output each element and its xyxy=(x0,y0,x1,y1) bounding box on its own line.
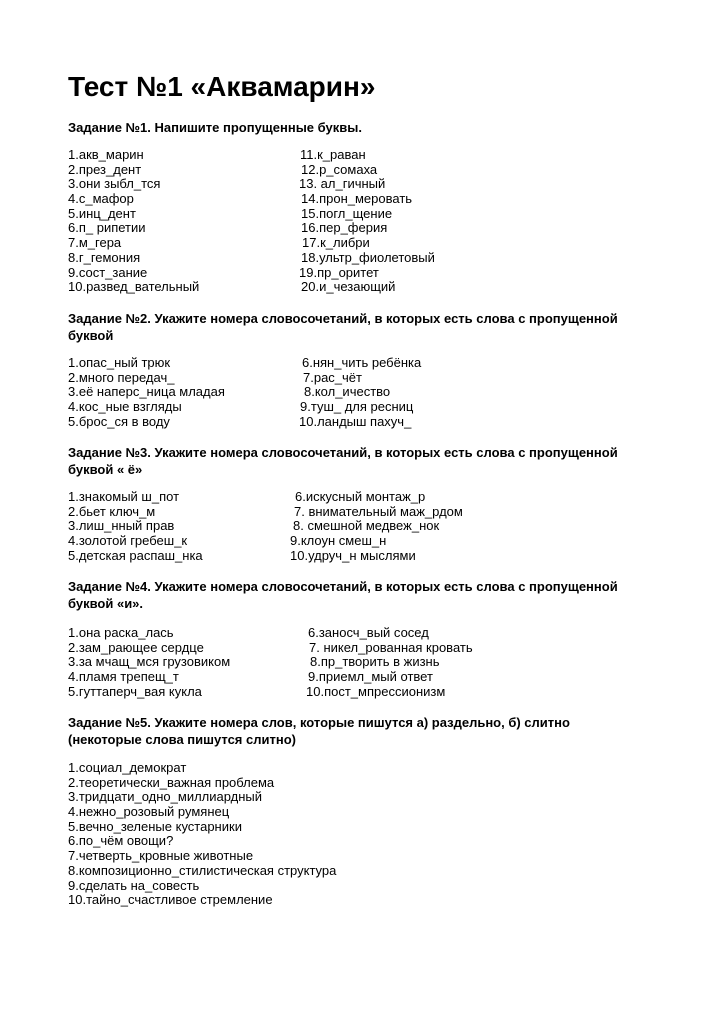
list-item: 5.детская распаш_нка xyxy=(68,547,203,563)
list-item: 7.рас_чёт xyxy=(303,369,362,385)
page-title: Тест №1 «Аквамарин» xyxy=(68,71,376,102)
list-item: 19.пр_оритет xyxy=(299,264,379,280)
list-item: 5.вечно_зеленые кустарники xyxy=(68,818,242,834)
list-item: 9.клоун смеш_н xyxy=(290,533,387,549)
list-item: 4.нежно_розовый румянец xyxy=(68,804,230,820)
list-item: 18.ультр_фиолетовый xyxy=(301,249,435,265)
list-item: 6.по_чём овощи? xyxy=(68,833,174,849)
task-5-heading xyxy=(68,714,668,748)
list-item: 2.зам_рающее сердце xyxy=(68,639,204,655)
list-item: 1.акв_марин xyxy=(68,147,144,162)
task-4-heading-line-1: Задание №4. Укажите номера словосочетаний, в которых есть слова с пропущенной xyxy=(68,579,618,594)
list-item: 2.много передач_ xyxy=(68,369,175,385)
list-item: 10.удруч_н мыслями xyxy=(290,547,416,563)
list-item: 3.за мчащ_мся грузовиком xyxy=(68,654,231,670)
list-item: 4.пламя трепещ_т xyxy=(68,669,179,685)
list-item: 10.тайно_счастливое стремление xyxy=(68,892,273,908)
task-1-heading: Задание №1. Напишите пропущенные буквы. xyxy=(68,120,362,135)
list-item: 3.тридцати_одно_миллиардный xyxy=(68,789,263,805)
list-item: 10.развед_вательный xyxy=(68,279,200,295)
list-item: 3.лиш_нный прав xyxy=(68,518,175,534)
task-4-heading-line-2: буквой «и». xyxy=(68,596,144,611)
task-3-heading-line-1: Задание №3. Укажите номера словосочетаний, в которых есть слова с пропущенной xyxy=(68,445,618,460)
list-item: 9.сделать на_совесть xyxy=(68,877,200,893)
list-item: 6.нян_чить ребёнка xyxy=(302,355,422,370)
list-item: 5.гуттаперч_вая кукла xyxy=(68,683,202,699)
list-item: 1.социал_демократ xyxy=(68,760,187,775)
list-item: 5.инц_дент xyxy=(68,205,136,221)
list-item: 8.кол_ичество xyxy=(304,384,391,400)
task-4-heading xyxy=(68,578,668,612)
task-2-heading-line-1: Задание №2. Укажите номера словосочетаний, в которых есть слова с пропущенной xyxy=(68,311,618,326)
task-5-heading-line-2: (некоторые слова пишутся слитно) xyxy=(68,732,296,747)
list-item: 7.м_гера xyxy=(68,235,122,251)
list-item: 1.опас_ный трюк xyxy=(68,355,171,370)
task-2-heading-line-2: буквой xyxy=(68,328,114,343)
list-item: 2.теоретически_важная проблема xyxy=(68,774,275,790)
list-item: 10.пост_мпрессионизм xyxy=(306,683,446,699)
list-item: 6.заносч_вый сосед xyxy=(308,625,429,640)
list-item: 1.знакомый ш_пот xyxy=(68,489,180,504)
list-item: 16.пер_ферия xyxy=(301,220,388,236)
list-item: 8.композиционно_стилистическая структура xyxy=(68,862,337,878)
task-2-heading xyxy=(68,310,668,344)
list-item: 5.брос_ся в воду xyxy=(68,413,170,429)
task-5-heading-line-1: Задание №5. Укажите номера слов, которые пишутся а) раздельно, б) слитно xyxy=(68,715,570,730)
list-item: 9.сост_зание xyxy=(68,264,148,280)
list-item: 10.ландыш пахуч_ xyxy=(299,413,412,429)
list-item: 3.они зыбл_тся xyxy=(68,176,161,192)
list-item: 20.и_чезающий xyxy=(301,279,396,295)
task-3-heading xyxy=(68,444,668,478)
list-item: 4.кос_ные взгляды xyxy=(68,399,182,415)
list-item: 2.през_дент xyxy=(68,161,142,177)
list-item: 17.к_либри xyxy=(302,235,370,251)
list-item: 7. внимательный маж_рдом xyxy=(294,503,463,519)
list-item: 3.её наперс_ница младая xyxy=(68,384,225,400)
list-item: 7.четверть_кровные животные xyxy=(68,848,254,864)
list-item: 8.г_гемония xyxy=(68,249,141,265)
list-item: 11.к_раван xyxy=(300,147,366,162)
list-item: 2.бьет ключ_м xyxy=(68,503,156,519)
list-item: 15.погл_щение xyxy=(301,205,393,221)
list-item: 12.р_сомаха xyxy=(301,161,378,177)
list-item: 9.туш_ для ресниц xyxy=(300,399,414,415)
list-item: 14.прон_меровать xyxy=(301,191,413,207)
list-item: 7. никел_рованная кровать xyxy=(309,639,473,655)
list-item: 8.пр_творить в жизнь xyxy=(310,654,440,670)
list-item: 6.искусный монтаж_р xyxy=(295,489,426,504)
list-item: 9.приемл_мый ответ xyxy=(308,669,433,685)
list-item: 6.п_ рипетии xyxy=(68,220,146,236)
list-item: 1.она раска_лась xyxy=(68,625,174,640)
list-item: 8. смешной медвеж_нок xyxy=(293,518,440,534)
list-item: 4.золотой гребеш_к xyxy=(68,533,188,549)
list-item: 13. ал_гичный xyxy=(299,176,386,192)
list-item: 4.с_мафор xyxy=(68,191,134,207)
task-3-heading-line-2: буквой « ё» xyxy=(68,462,143,477)
